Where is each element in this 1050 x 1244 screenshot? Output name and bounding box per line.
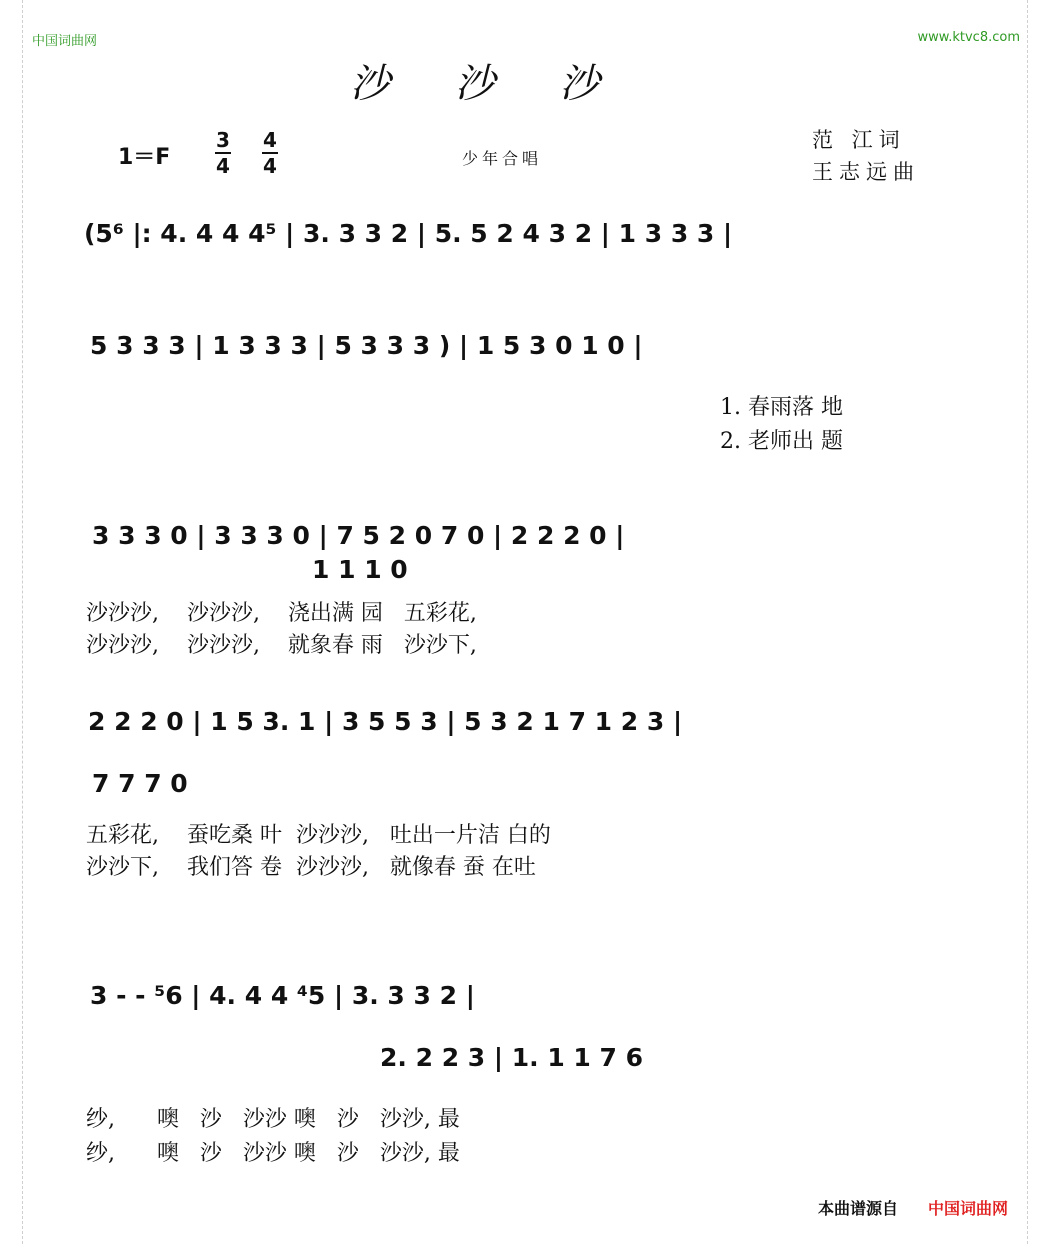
lyricist-credit: 范 江词	[812, 128, 906, 152]
music-line-3-top: 3 3 3 0 | 3 3 3 0 | 7 5 2 0 7 0 | 2 2 2 0 |	[92, 521, 625, 550]
left-watermark-strip	[0, 0, 23, 1244]
site-name-left: 中国词曲网	[32, 34, 98, 49]
time-signature-top: 3	[216, 128, 230, 152]
site-url-right: www.ktvc8.com	[917, 30, 1020, 45]
lyric-line-3a: 沙沙沙, 沙沙沙, 浇出满 园 五彩花,	[86, 601, 477, 626]
lyric-line-4b: 沙沙下, 我们答 卷 沙沙沙, 就像春 蚕 在吐	[86, 855, 536, 880]
music-line-1: (5⁶ |: 4. 4 4 4⁵ | 3. 3 3 2 | 5. 5 2 4 3 2 | 1 3 3 3 |	[84, 219, 733, 248]
lyric-line-5b: 纱, 噢 沙 沙沙 噢 沙 沙沙, 最	[86, 1141, 460, 1166]
time-signature-4-4	[261, 128, 279, 178]
key-signature: 1＝F	[118, 145, 171, 170]
lyric-line-2a: 1. 春雨落 地	[720, 395, 843, 420]
source-label: 本曲谱源自	[818, 1199, 899, 1218]
music-line-5-top: 3 - - ⁵6 | 4. 4 4 ⁴5 | 3. 3 3 2 |	[90, 981, 475, 1010]
music-line-3-bottom: 1 1 1 0	[312, 555, 408, 584]
time-signature-top: 4	[263, 128, 277, 152]
music-line-4-bottom: 7 7 7 0	[92, 769, 188, 798]
composer-credit: 王志远曲	[812, 160, 920, 184]
music-line-4-top: 2 2 2 0 | 1 5 3. 1 | 3 5 5 3 | 5 3 2 1 7 1 2 3 |	[88, 707, 683, 736]
lyric-line-2b: 2. 老师出 题	[720, 429, 843, 454]
right-watermark-strip	[1027, 0, 1050, 1244]
lyric-line-3b: 沙沙沙, 沙沙沙, 就象春 雨 沙沙下,	[86, 633, 477, 658]
song-title: 沙 沙 沙	[350, 61, 626, 107]
time-signature-bottom: 4	[263, 154, 277, 178]
source-site: 中国词曲网	[928, 1199, 1009, 1218]
time-signature-3-4	[214, 128, 232, 178]
time-signature-bottom: 4	[216, 154, 230, 178]
music-line-5-bottom: 2. 2 2 3 | 1. 1 1 7 6	[380, 1043, 644, 1072]
music-line-2: 5 3 3 3 | 1 3 3 3 | 5 3 3 3 ) | 1 5 3 0 1 0 |	[90, 331, 643, 360]
lyric-line-4a: 五彩花, 蚕吃桑 叶 沙沙沙, 吐出一片洁 白的	[86, 823, 551, 848]
lyric-line-5a: 纱, 噢 沙 沙沙 噢 沙 沙沙, 最	[86, 1107, 460, 1132]
performance-type: 少年合唱	[462, 149, 543, 168]
